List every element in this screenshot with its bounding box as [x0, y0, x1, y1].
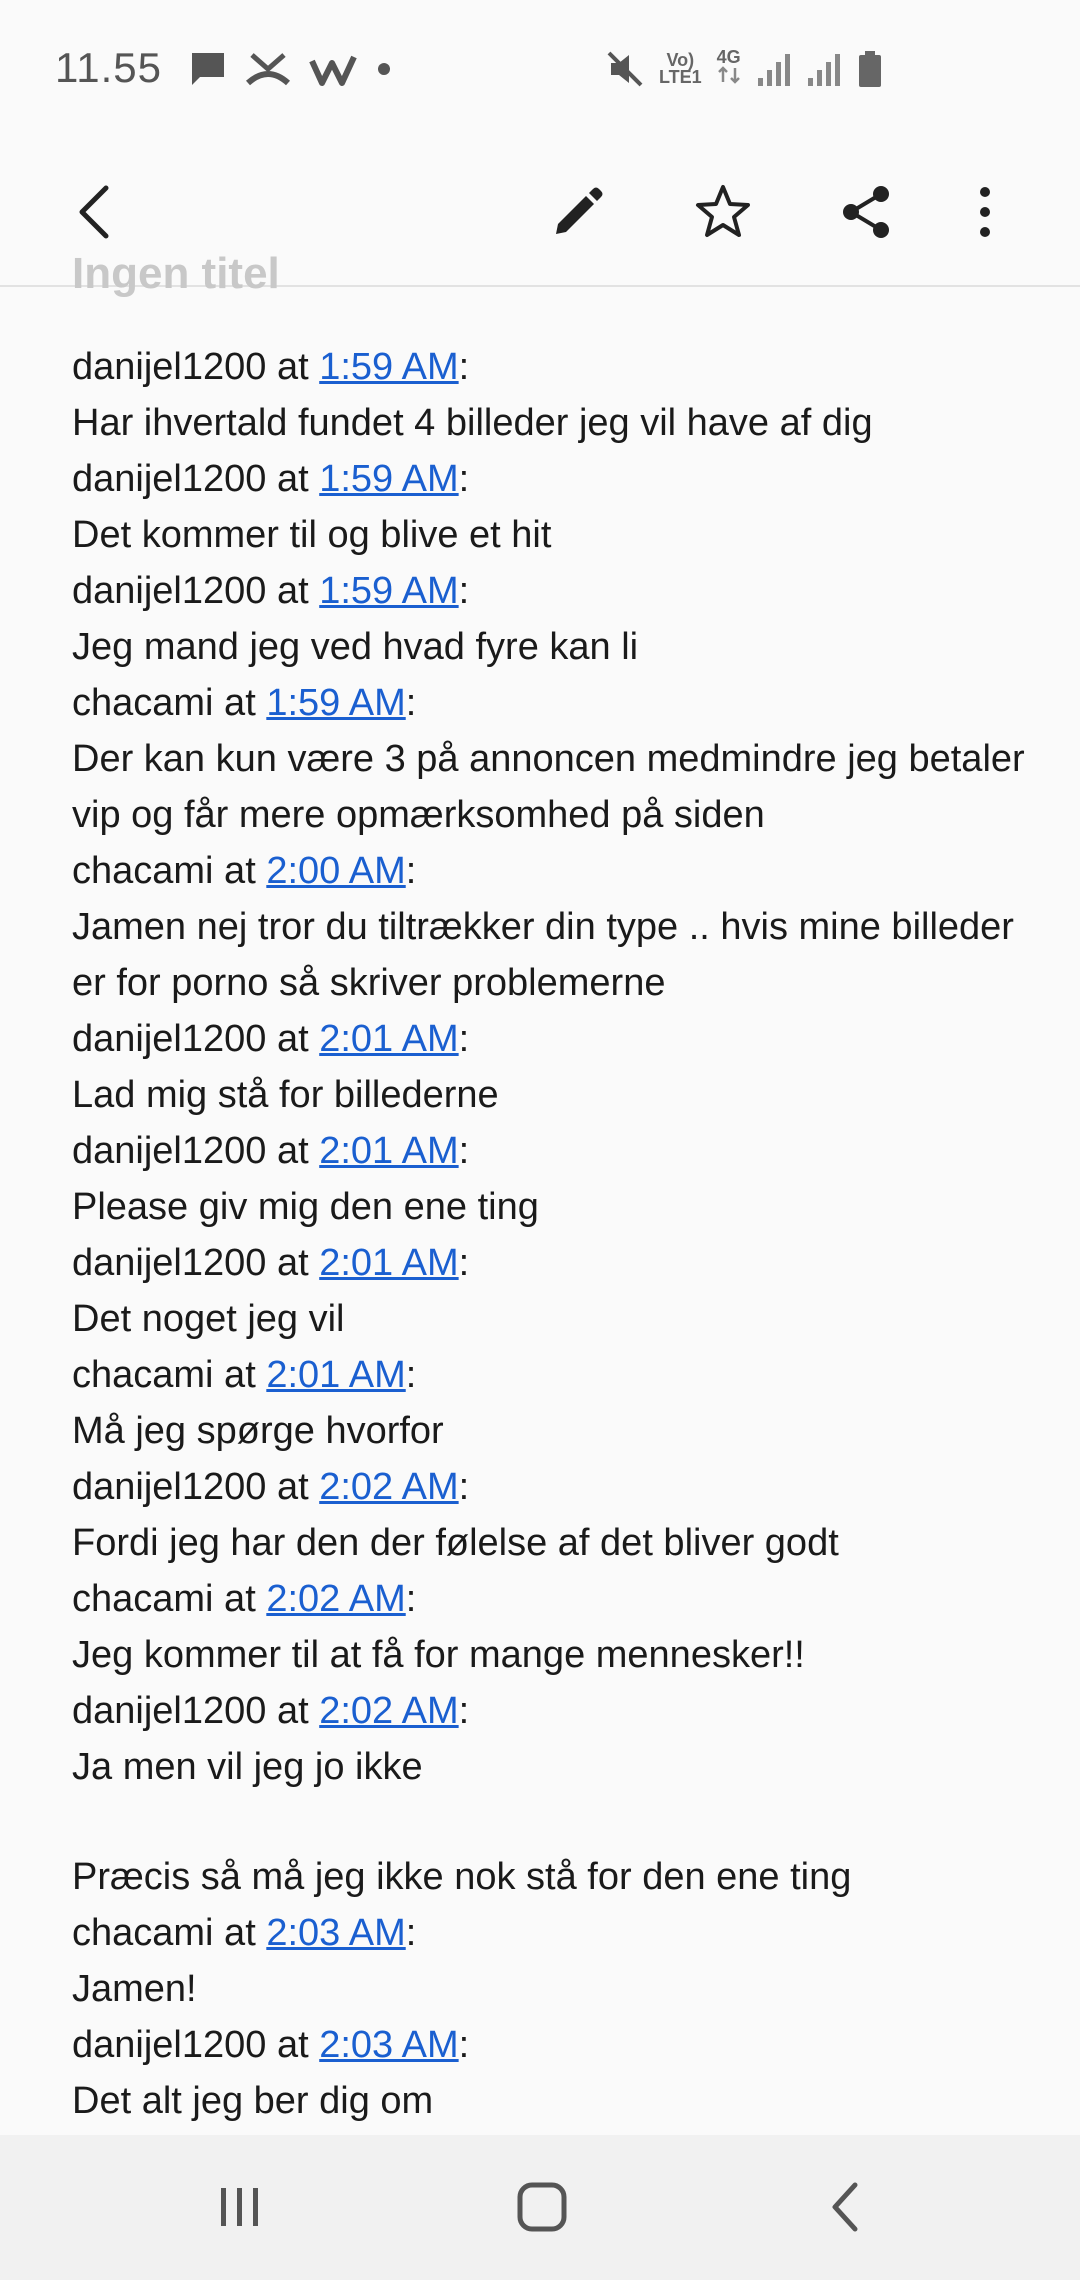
- message-header: danijel1200 at 1:59 AM:: [72, 346, 470, 388]
- author: danijel1200: [72, 458, 267, 500]
- timestamp-link[interactable]: 2:01 AM: [319, 1130, 459, 1172]
- pencil-icon: [550, 184, 606, 240]
- timestamp-link[interactable]: 1:59 AM: [266, 682, 406, 724]
- message-text: Jeg kommer til at få for mange mennesker!!: [72, 1634, 805, 1676]
- star-icon: [693, 182, 753, 242]
- author: chacami: [72, 682, 214, 724]
- author: chacami: [72, 1354, 214, 1396]
- message-text: Må jeg spørge hvorfor: [72, 1410, 444, 1452]
- author: danijel1200: [72, 1130, 267, 1172]
- home-icon: [514, 2179, 570, 2235]
- app-w-icon: [308, 49, 358, 89]
- battery-icon: [856, 49, 884, 89]
- message-header: danijel1200 at 2:01 AM:: [72, 1018, 470, 1060]
- message-text: Jamen nej tror du tiltrækker din type .. hvis mine billeder er for porno så skriver problemerne: [72, 906, 1014, 1004]
- message-text: Det alt jeg ber dig om: [72, 2080, 434, 2122]
- message-text: Der kan kun være 3 på annoncen medmindre jeg betaler vip og får mere opmærksomhed på siden: [72, 738, 1025, 836]
- author: danijel1200: [72, 1690, 267, 1732]
- status-bar: [0, 0, 1080, 140]
- home-button[interactable]: [482, 2157, 602, 2257]
- message-header: chacami at 2:00 AM:: [72, 850, 417, 892]
- blank-line: [72, 1795, 1032, 1849]
- message-header: danijel1200 at 2:03 AM:: [72, 2024, 470, 2066]
- volte-indicator: Vo) LTE1: [659, 50, 702, 87]
- timestamp-link[interactable]: 2:03 AM: [266, 1912, 406, 1954]
- back-arrow-icon: [70, 184, 120, 240]
- timestamp-link[interactable]: 2:01 AM: [319, 1018, 459, 1060]
- author: chacami: [72, 850, 214, 892]
- timestamp-link[interactable]: 2:01 AM: [319, 1242, 459, 1284]
- chat-transcript: [72, 339, 1032, 2129]
- message-header: danijel1200 at 2:01 AM:: [72, 1130, 470, 1172]
- message-text: Har ihvertald fundet 4 billeder jeg vil have af dig: [72, 402, 873, 444]
- timestamp-link[interactable]: 1:59 AM: [319, 346, 459, 388]
- author: danijel1200: [72, 570, 267, 612]
- timestamp-link[interactable]: 2:02 AM: [319, 1466, 459, 1508]
- message-text: Jamen!: [72, 1968, 197, 2010]
- message-header: danijel1200 at 2:02 AM:: [72, 1690, 470, 1732]
- message-header: chacami at 2:01 AM:: [72, 1354, 417, 1396]
- timestamp-link[interactable]: 1:59 AM: [319, 570, 459, 612]
- note-title: Ingen titel: [72, 249, 280, 298]
- author: danijel1200: [72, 1242, 267, 1284]
- message-text: Lad mig stå for billederne: [72, 1074, 499, 1116]
- timestamp-link[interactable]: 2:01 AM: [266, 1354, 406, 1396]
- message-text: Fordi jeg har den der følelse af det bliver godt: [72, 1522, 839, 1564]
- message-header: chacami at 1:59 AM:: [72, 682, 417, 724]
- recent-apps-icon: [215, 2182, 265, 2232]
- author: chacami: [72, 1578, 214, 1620]
- timestamp-link[interactable]: 1:59 AM: [319, 458, 459, 500]
- more-notifications-dot-icon: [376, 61, 392, 77]
- status-time: 11.55: [55, 44, 162, 91]
- message-header: danijel1200 at 1:59 AM:: [72, 570, 470, 612]
- timestamp-link[interactable]: 2:02 AM: [319, 1690, 459, 1732]
- system-icons: [605, 44, 884, 94]
- author: danijel1200: [72, 1018, 267, 1060]
- notification-icons: [188, 44, 392, 94]
- timestamp-link[interactable]: 2:00 AM: [266, 850, 406, 892]
- message-text: Det kommer til og blive et hit: [72, 514, 552, 556]
- message-text: Please giv mig den ene ting: [72, 1186, 539, 1228]
- author: danijel1200: [72, 346, 267, 388]
- mute-icon: [605, 49, 645, 89]
- edit-button[interactable]: [528, 162, 628, 262]
- author: danijel1200: [72, 2024, 267, 2066]
- message-text: Præcis så må jeg ikke nok stå for den ene ting: [72, 1856, 852, 1898]
- data-arrows-icon: [716, 66, 742, 84]
- message-text: Det noget jeg vil: [72, 1298, 345, 1340]
- timestamp-link[interactable]: 2:03 AM: [319, 2024, 459, 2066]
- nav-back-icon: [825, 2179, 865, 2235]
- message-header: danijel1200 at 2:02 AM:: [72, 1466, 470, 1508]
- message-text: Ja men vil jeg jo ikke: [72, 1746, 423, 1788]
- message-header: danijel1200 at 1:59 AM:: [72, 458, 470, 500]
- share-button[interactable]: [817, 162, 917, 262]
- author: danijel1200: [72, 1466, 267, 1508]
- message-header: chacami at 2:02 AM:: [72, 1578, 417, 1620]
- 4g-indicator: 4G: [716, 49, 742, 89]
- author: chacami: [72, 1912, 214, 1954]
- favorite-button[interactable]: [673, 162, 773, 262]
- signal-icon: [756, 50, 792, 88]
- share-icon: [839, 184, 895, 240]
- more-options-button[interactable]: [935, 162, 1035, 262]
- back-button[interactable]: [45, 162, 145, 262]
- message-header: danijel1200 at 2:01 AM:: [72, 1242, 470, 1284]
- message-icon: [188, 49, 228, 89]
- system-nav-bar: [0, 2135, 1080, 2280]
- message-header: chacami at 2:03 AM:: [72, 1912, 417, 1954]
- signal-2-icon: [806, 50, 842, 88]
- recent-apps-button[interactable]: [180, 2157, 300, 2257]
- message-text: Jeg mand jeg ved hvad fyre kan li: [72, 626, 639, 668]
- nav-back-button[interactable]: [785, 2157, 905, 2257]
- note-content[interactable]: [0, 249, 1080, 2135]
- timestamp-link[interactable]: 2:02 AM: [266, 1578, 406, 1620]
- more-vert-icon: [977, 184, 993, 240]
- missed-call-icon: [246, 49, 290, 89]
